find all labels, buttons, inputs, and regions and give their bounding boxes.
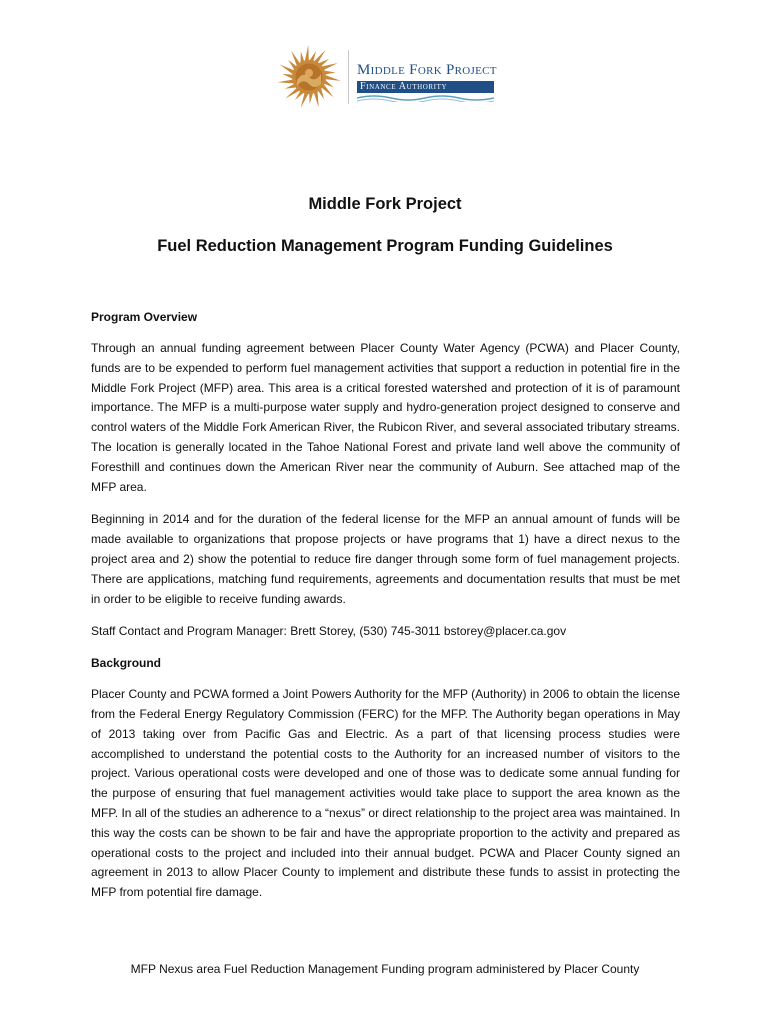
section-heading-program-overview: Program Overview bbox=[91, 310, 198, 324]
sun-emblem-icon bbox=[276, 44, 342, 110]
logo-divider bbox=[348, 50, 349, 104]
mfp-logo bbox=[276, 44, 500, 110]
overview-paragraph-2: Beginning in 2014 and for the duration of the federal license for the MFP an annual amount of funds will be made available to organizations that propose projects or have programs that 1) have a direct nexus to the project area and 2) show the potential to reduce fire danger through some form of fuel management projects. There are applications, matching fund requirements, agreements and documentation results that must be met in order to be eligible to receive funding awards. bbox=[91, 512, 680, 606]
logo-title: Middle Fork Project bbox=[357, 62, 497, 78]
document-title: Middle Fork Project bbox=[308, 195, 462, 213]
document-body bbox=[91, 309, 680, 916]
page-footer: MFP Nexus area Fuel Reduction Management Funding program administered by Placer County bbox=[130, 962, 640, 976]
logo-subtitle: Finance Authority bbox=[360, 81, 448, 92]
staff-contact-line: Staff Contact and Program Manager: Brett Storey, (530) 745-3011 bstorey@placer.ca.gov bbox=[91, 624, 567, 639]
section-heading-background: Background bbox=[91, 656, 162, 671]
background-paragraph: Placer County and PCWA formed a Joint Powers Authority for the MFP (Authority) in 2006 to obtain the license from the Federal Energy Regulatory Commission (FERC) for the MFP. The Authority began operations in May of 2013 taking over from Pacific Gas and Electric. As a part of that licensing process studies were accomplished to understand the potential costs to the Authority for an increased number of visitors to the project. Various operational costs were developed and one of those was to dedicate some annual funding for the purpose of ensuring that fuel management activities would take place to support the area known as the MFP. In all of the studies an adherence to a “nexus” or direct relationship to the project area was maintained. In this way the costs can be shown to be fair and have the appropriate proportion to the activity and prepared as operational costs to the project and included into their annual budget. PCWA and Placer County signed an agreement in 2013 to allow Placer County to implement and distribute these funds to assist in protecting the MFP from potential fire damage. bbox=[91, 687, 680, 900]
overview-paragraph-1: Through an annual funding agreement between Placer County Water Agency (PCWA) and Placer County, funds are to be expended to perform fuel management activities that support a reduction in potential fire in the Middle Fork Project (MFP) area. This area is a critical forested watershed and protection of it is of paramount importance. The MFP is a multi-purpose water supply and hydro-generation project designed to conserve and control waters of the Middle Fork American River, the Rubicon River, and several associated tributary streams. The location is generally located in the Tahoe National Forest and private land well above the community of Foresthill and continues down the American River near the community of Auburn. See attached map of the MFP area. bbox=[91, 341, 680, 494]
logo-wave-icon bbox=[357, 94, 494, 102]
document-subtitle: Fuel Reduction Management Program Funding Guidelines bbox=[157, 237, 613, 255]
